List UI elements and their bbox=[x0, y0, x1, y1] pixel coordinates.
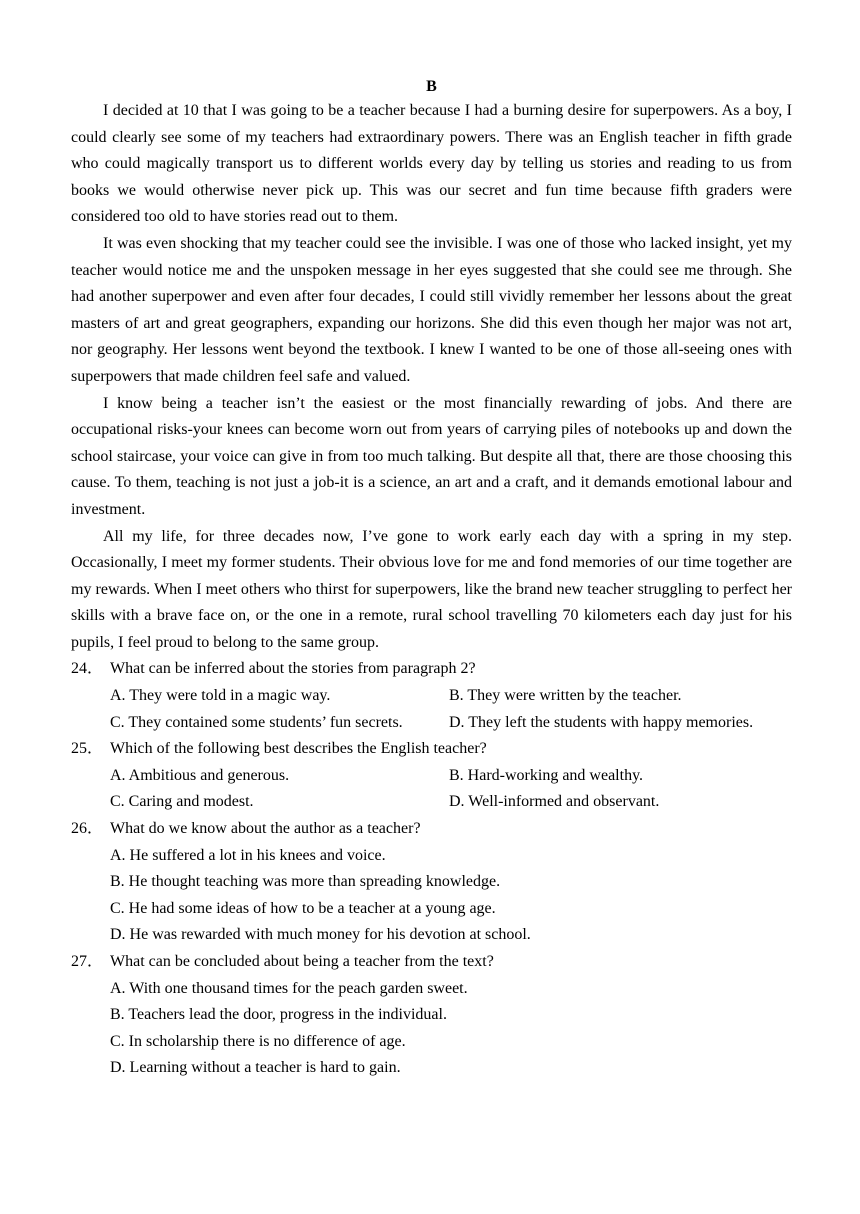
question-27 bbox=[71, 949, 792, 1082]
option-row bbox=[110, 789, 792, 816]
question-number: 27． bbox=[71, 953, 104, 970]
question-options bbox=[71, 843, 792, 949]
option-c: C. He had some ideas of how to be a teacher at a young age. bbox=[110, 899, 496, 917]
option-b: B. He thought teaching was more than spreading knowledge. bbox=[110, 873, 501, 891]
question-number: 26． bbox=[71, 820, 104, 838]
option-c: C. In scholarship there is no difference of age. bbox=[110, 1032, 406, 1050]
question-stem bbox=[71, 949, 792, 976]
question-stem bbox=[71, 656, 792, 683]
option-b: B. Teachers lead the door, progress in the individual. bbox=[110, 1006, 447, 1024]
question-text: Which of the following best describes the English teacher? bbox=[110, 740, 487, 758]
paragraph-1: I decided at 10 that I was going to be a teacher because I had a burning desire for superpowers. As a boy, I could clearly see some of my teachers had extraordinary powers. There was an English teacher in fifth grade who could magically transport us to different worlds every day by telling us stories and reading to us from books we would otherwise never pick up. This was our secret and fun time because fifth graders were considered too old to have stories read out to them. bbox=[71, 102, 792, 226]
question-stem bbox=[71, 816, 792, 843]
question-options bbox=[71, 976, 792, 1082]
question-options bbox=[71, 763, 792, 816]
option-a: A. He suffered a lot in his knees and voice. bbox=[110, 846, 386, 864]
option-d: D. Well-informed and observant. bbox=[449, 793, 660, 811]
section-title: B bbox=[426, 78, 437, 95]
question-stem bbox=[71, 736, 792, 763]
option-b: B. Hard-working and wealthy. bbox=[449, 766, 644, 784]
option-row bbox=[110, 683, 792, 710]
option-b: B. They were written by the teacher. bbox=[449, 687, 682, 705]
option-d: D. He was rewarded with much money for his devotion at school. bbox=[110, 926, 531, 944]
option-row bbox=[110, 763, 792, 790]
question-number: 24． bbox=[71, 660, 104, 678]
paragraph-2: It was even shocking that my teacher could see the invisible. I was one of those who lacked insight, yet my teacher would notice me and the unspoken message in her eyes suggested that she could see me through. She had another superpower and even after four decades, I could still vividly remember her lessons about the great masters of art and great geographers, expanding our horizons. She did this even though her major was not art, nor geography. Her lessons went beyond the textbook. I knew I wanted to be one of those all-seeing ones with superpowers that made children feel safe and valued. bbox=[71, 234, 792, 385]
option-row bbox=[110, 710, 792, 737]
option-a: A. They were told in a magic way. bbox=[110, 687, 331, 705]
option-d: D. They left the students with happy memories. bbox=[449, 713, 754, 731]
question-text: What can be concluded about being a teacher from the text? bbox=[110, 953, 494, 970]
paragraph-4: All my life, for three decades now, I’ve gone to work early each day with a spring in my step. Occasionally, I meet my former students. Their obvious love for me and fond memories of our time together are my rewards. When I meet others who thirst for superpowers, like the brand new teacher struggling to perfect her skills with a brave face on, or the one in a remote, rural school travelling 70 kilometers each day just for his pupils, I feel proud to belong to the same group. bbox=[71, 527, 792, 651]
option-c: C. Caring and modest. bbox=[110, 793, 254, 811]
question-25 bbox=[71, 736, 792, 816]
question-24 bbox=[71, 656, 792, 736]
question-number: 25． bbox=[71, 740, 104, 758]
paragraph-3: I know being a teacher isn’t the easiest or the most financially rewarding of jobs. And there are occupational risks-your knees can become worn out from years of carrying piles of notebooks up and down the school staircase, your voice can give in from too much talking. But despite all that, there are those choosing this cause. To them, teaching is not just a job-it is a science, an art and a craft, and it demands emotional labour and investment. bbox=[71, 394, 792, 518]
exam-page bbox=[71, 76, 792, 1082]
option-d: D. Learning without a teacher is hard to gain. bbox=[110, 1059, 401, 1077]
question-options bbox=[71, 683, 792, 736]
option-c: C. They contained some students’ fun secrets. bbox=[110, 713, 403, 731]
question-text: What can be inferred about the stories from paragraph 2? bbox=[110, 660, 476, 678]
question-26 bbox=[71, 816, 792, 949]
question-text: What do we know about the author as a teacher? bbox=[110, 820, 421, 838]
option-a: A. With one thousand times for the peach garden sweet. bbox=[110, 979, 468, 997]
option-a: A. Ambitious and generous. bbox=[110, 766, 290, 784]
